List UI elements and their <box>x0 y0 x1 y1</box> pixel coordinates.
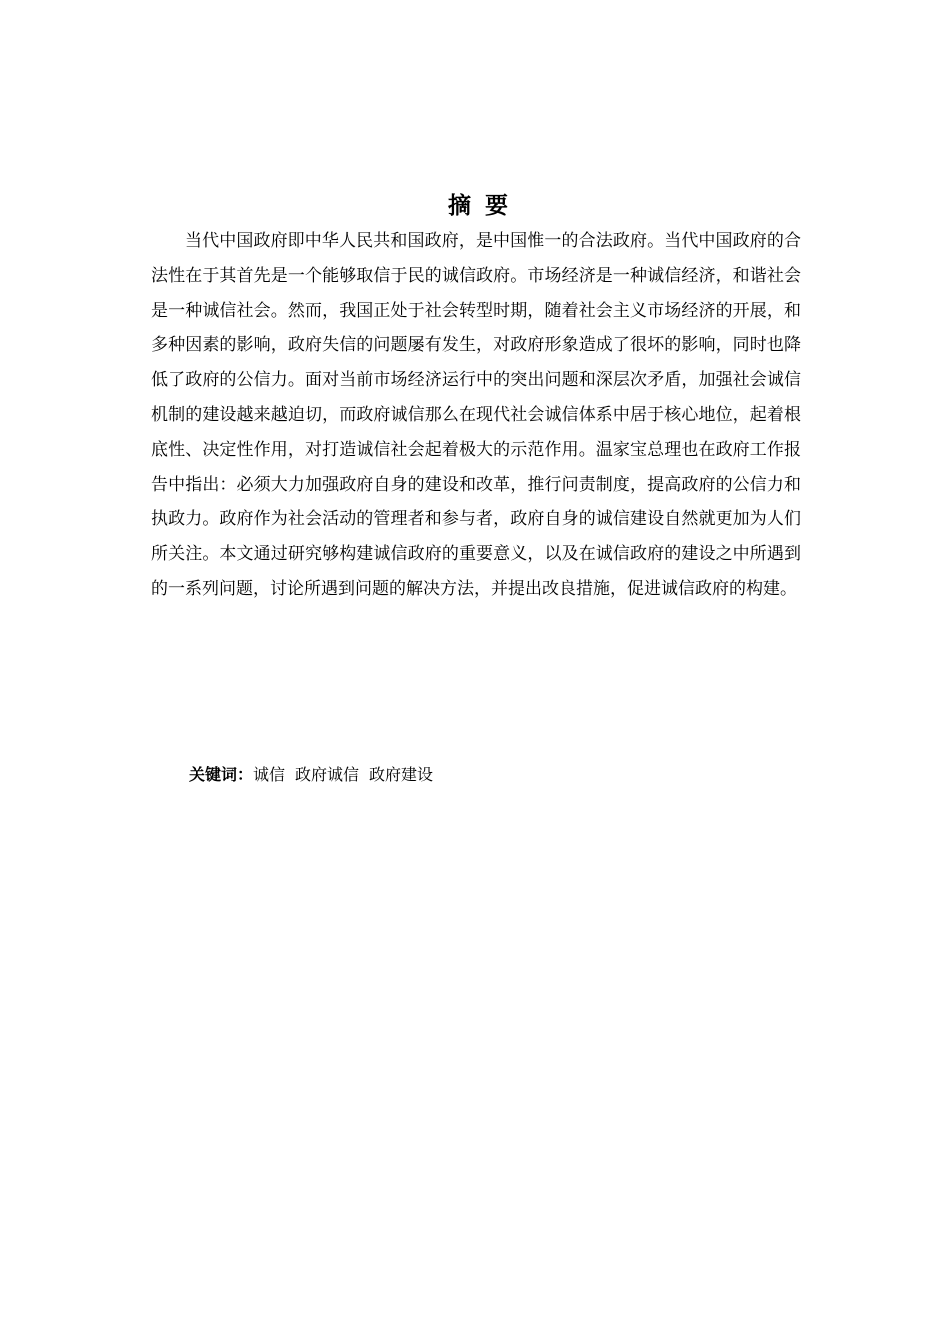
keyword-item: 诚信 <box>253 765 286 784</box>
abstract-title: 摘要 <box>448 193 522 219</box>
abstract-body: 当代中国政府即中华人民共和国政府，是中国惟一的合法政府。当代中国政府的合法性在于其首先是一个能够取信于民的诚信政府。市场经济是一种诚信经济，和谐社会是一种诚信社会。然而，我国正处于社会转型时期，随着社会主义市场经济的开展，和多种因素的影响，政府失信的问题屡有发生，对政府形象造成了很坏的影响，同时也降低了政府的公信力。面对当前市场经济运行中的突出问题和深层次矛盾，加强社会诚信机制的建设越来越迫切，而政府诚信那么在现代社会诚信体系中居于核心地位，起着根底性、决定性作用，对打造诚信社会起着极大的示范作用。温家宝总理也在政府工作报告中指出：必须大力加强政府自身的建设和改革，推行问责制度，提高政府的公信力和执政力。政府作为社会活动的管理者和参与者，政府自身的诚信建设自然就更加为人们所关注。本文通过研究够构建诚信政府的重要意义，以及在诚信政府的建设之中所遇到的一系列问题，讨论所遇到问题的解决方法，并提出改良措施，促进诚信政府的构建。 <box>151 231 801 599</box>
keyword-item: 政府诚信 <box>295 765 360 784</box>
keyword-item: 政府建设 <box>369 765 434 784</box>
keywords-label: 关键词： <box>189 765 254 784</box>
keywords-line <box>189 760 789 790</box>
